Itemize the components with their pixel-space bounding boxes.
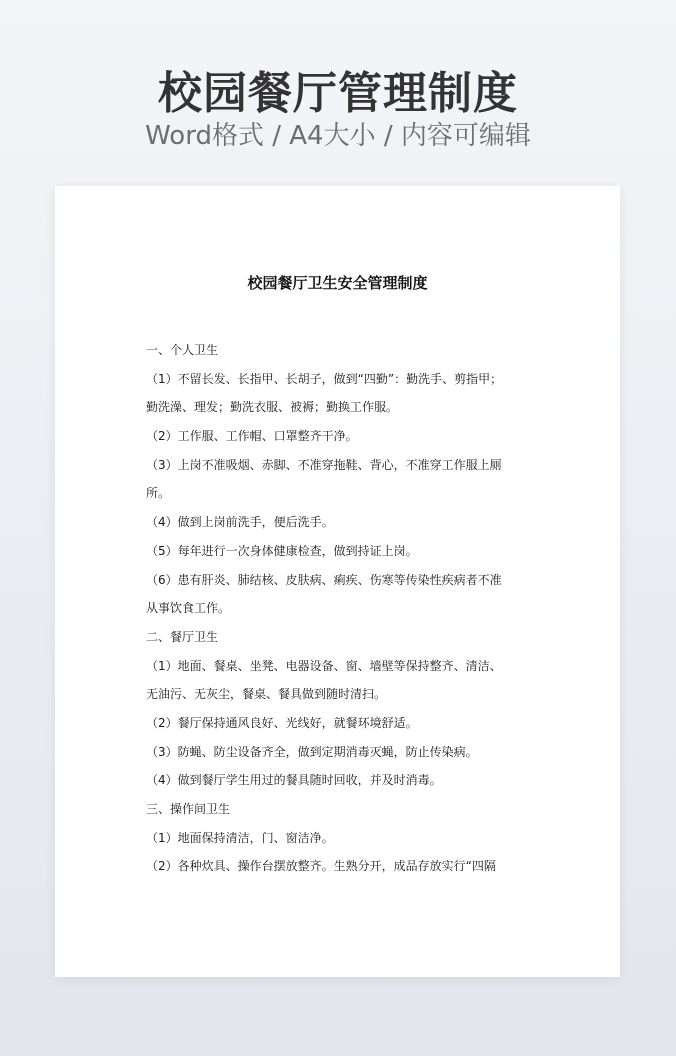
paragraph-line: 从事饮食工作。 (146, 601, 231, 616)
paragraph-line: 勤洗澡、理发；勤洗衣服、被褥；勤换工作服。 (146, 400, 399, 415)
section-heading-kitchen-hygiene: 三、操作间卫生 (146, 802, 231, 816)
banner-subtitle: Word格式 / A4大小 / 内容可编辑 (145, 121, 531, 151)
paragraph-line: （6）患有肝炎、肺结核、皮肤病、痢疾、伤寒等传染性疾病者不准 (146, 572, 502, 587)
paragraph-line: （4）做到餐厅学生用过的餐具随时回收，并及时消毒。 (146, 773, 442, 788)
paragraph-line: （2）工作服、工作帽、口罩整齐干净。 (146, 429, 358, 444)
paragraph-line: （3）防蝇、防尘设备齐全，做到定期消毒灭蝇，防止传染病。 (146, 744, 478, 759)
document-title: 校园餐厅卫生安全管理制度 (247, 274, 428, 292)
paragraph-line: （1）地面保持清洁，门、窗洁净。 (146, 830, 334, 845)
paragraph-line: 无油污、无灰尘，餐桌、餐具做到随时清扫。 (146, 687, 387, 702)
banner-title: 校园餐厅管理制度 (158, 68, 518, 119)
paragraph-line: （4）做到上岗前洗手，便后洗手。 (146, 515, 334, 530)
paragraph-line: （1）地面、餐桌、坐凳、电器设备、窗、墙壁等保持整齐、清洁、 (146, 658, 502, 673)
paragraph-line: （2）餐厅保持通风良好、光线好，就餐环境舒适。 (146, 715, 418, 730)
paragraph-line: 所。 (146, 486, 171, 501)
section-heading-personal-hygiene: 一、个人卫生 (146, 343, 219, 357)
document-body (146, 336, 536, 881)
paragraph-line: （5）每年进行一次身体健康检查，做到持证上岗。 (146, 543, 418, 558)
section-heading-dining-hall-hygiene: 二、餐厅卫生 (146, 629, 219, 644)
paragraph-line: （2）各种炊具、操作台摆放整齐。生熟分开，成品存放实行“四隔 (146, 859, 496, 874)
paragraph-line: （3）上岗不准吸烟、赤脚、不准穿拖鞋、背心，不准穿工作服上厕 (146, 457, 502, 472)
document-page (55, 186, 620, 977)
paragraph-line: （1）不留长发、长指甲、长胡子，做到“四勤”：勤洗手、剪指甲； (146, 371, 503, 386)
